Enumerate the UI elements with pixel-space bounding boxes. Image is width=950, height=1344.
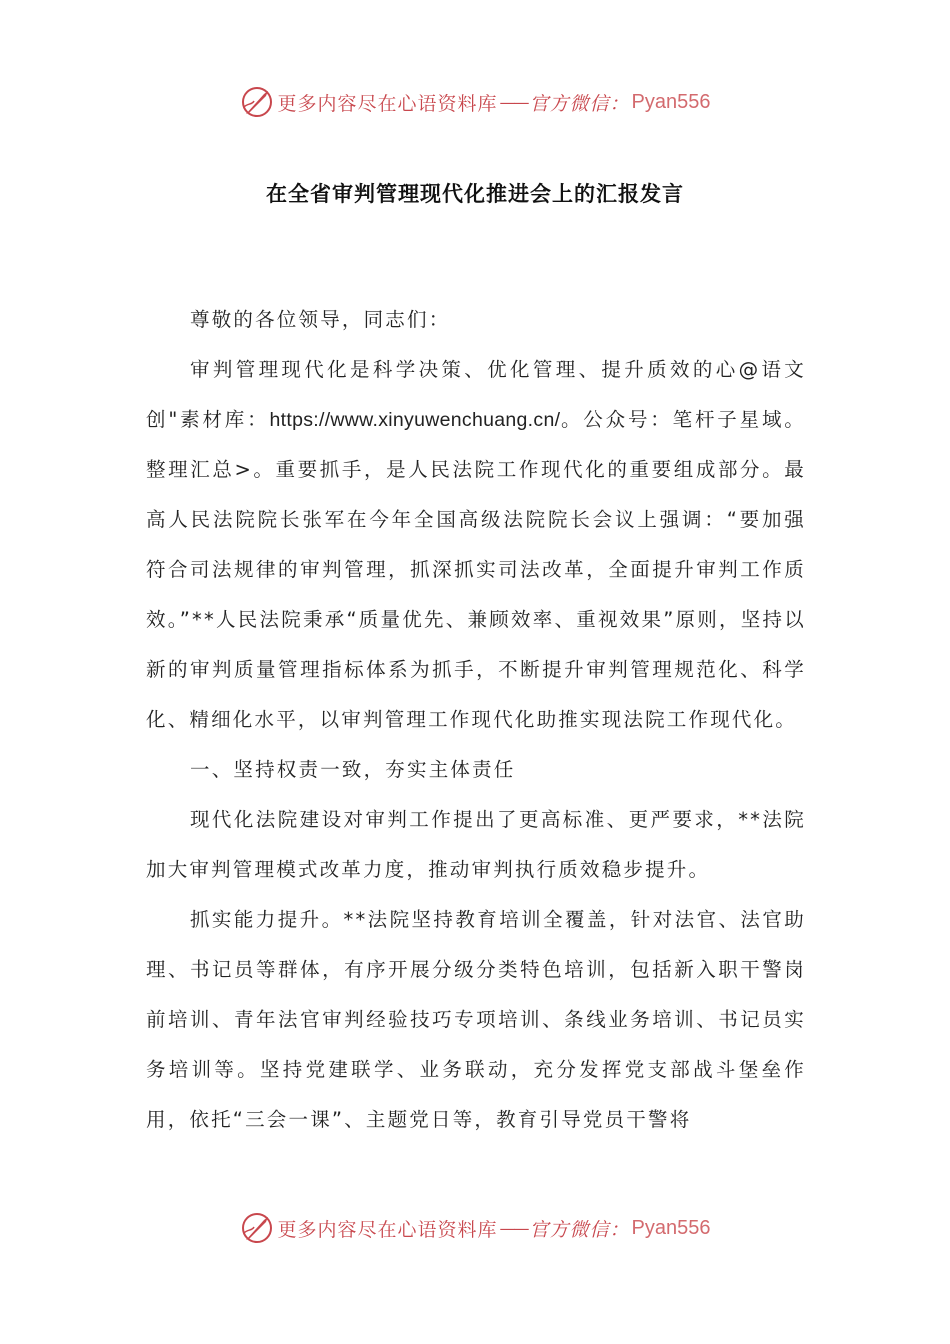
paragraph-1 xyxy=(146,345,806,745)
paragraph-1-part-b: 。公众号：笔杆子星域。整理汇总>。重要抓手，是人民法院工作现代化的重要组成部分。最高人民法院院长张军在今年全国高级法院院长会议上强调：“要加强符合司法规律的审判管理，抓深抓实司法改革，全面提升审判工作质效。”**人民法院秉承“质量优先、兼顾效率、重视效果”原则，坚持以新的审判质量管理指标体系为抓手，不断提升审判管理规范化、科学化、精细化水平，以审判管理工作现代化助推实现法院工作现代化。 xyxy=(146,408,806,731)
paragraph-2: 现代化法院建设对审判工作提出了更高标准、更严要求，**法院加大审判管理模式改革力度，推动审判执行质效稳步提升。 xyxy=(146,808,806,881)
banner-text: 更多内容尽在心语资料库 xyxy=(277,92,498,115)
salutation: 尊敬的各位领导，同志们： xyxy=(190,308,451,331)
banner-wechat-id: Pyan556 xyxy=(631,90,711,113)
paragraph-1-part-a: 审判管理现代化是科学决策、优化管理、提升质效的心@语文创"素材库： xyxy=(146,358,806,431)
quill-logo-icon xyxy=(240,1211,274,1245)
footer-banner-text: 更多内容尽在心语资料库 xyxy=(277,1218,498,1241)
document-body xyxy=(146,295,806,1145)
banner-dash: —— xyxy=(499,92,528,112)
website-link: https://www.xinyuwenchuang.cn/ xyxy=(269,409,561,431)
banner-wechat-label: 官方微信： xyxy=(529,92,630,115)
footer-banner-dash: —— xyxy=(499,1218,528,1238)
paragraph-3: 抓实能力提升。**法院坚持教育培训全覆盖，针对法官、法官助理、书记员等群体，有序开展分级分类特色培训，包括新入职干警岗前培训、青年法官审判经验技巧专项培训、条线业务培训、书记员实务培训等。坚持党建联学、业务联动，充分发挥党支部战斗堡垒作用，依托“三会一课”、主题党日等，教育引导党员干警将 xyxy=(146,908,806,1131)
footer-banner xyxy=(0,1208,950,1248)
footer-banner-wechat-id: Pyan556 xyxy=(631,1216,711,1239)
document-title: 在全省审判管理现代化推进会上的汇报发言 xyxy=(266,182,684,206)
quill-logo-icon xyxy=(240,85,274,119)
footer-banner-wechat-label: 官方微信： xyxy=(529,1218,630,1241)
section-heading-1: 一、坚持权责一致，夯实主体责任 xyxy=(190,758,516,781)
header-banner xyxy=(0,82,950,122)
